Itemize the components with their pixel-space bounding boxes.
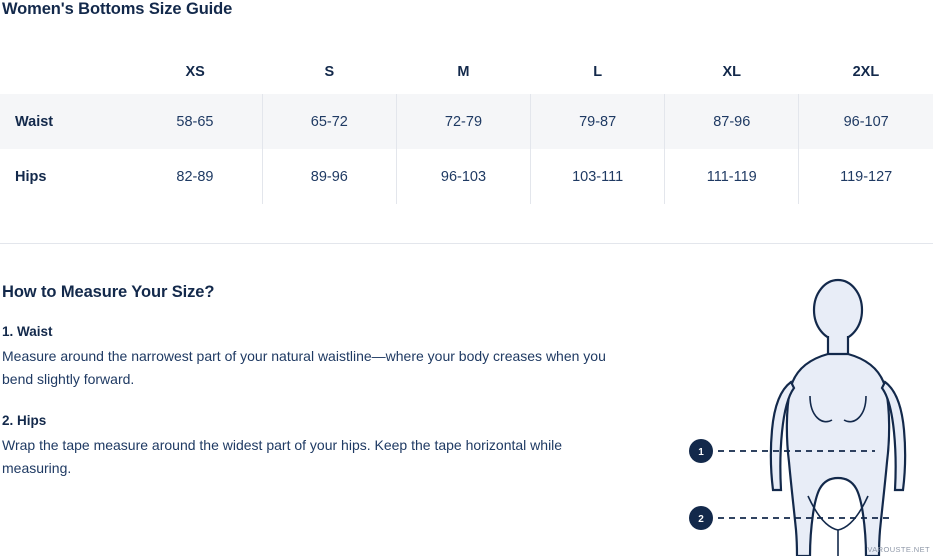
cell-waist-m: 72-79 <box>396 94 530 149</box>
marker-label-2: 2 <box>698 514 704 525</box>
cell-hips-xl: 111-119 <box>665 149 799 204</box>
column-header-rowlabel <box>0 50 128 94</box>
cell-waist-l: 79-87 <box>531 94 665 149</box>
marker-label-1: 1 <box>698 447 704 458</box>
body-measurement-figure <box>660 278 933 556</box>
table-row <box>0 149 933 204</box>
column-header-xs: XS <box>185 64 205 80</box>
column-header-m: M <box>457 64 470 80</box>
cell-hips-m: 96-103 <box>396 149 530 204</box>
cell-hips-2xl: 119-127 <box>840 168 893 185</box>
step-1-body: Measure around the narrowest part of your natural waistline—where your body creases when you bend slightly forward. <box>2 348 606 388</box>
column-header-s: S <box>324 64 335 80</box>
female-body-illustration <box>660 278 933 556</box>
cell-waist-xl: 87-96 <box>665 94 799 149</box>
row-label-hips: Hips <box>0 149 128 204</box>
size-chart-table <box>0 50 933 204</box>
how-to-measure-heading: How to Measure Your Size? <box>2 283 215 301</box>
step-2-heading: 2. Hips <box>2 413 47 429</box>
watermark: VAROUSTE.NET <box>867 545 930 554</box>
table-header <box>0 50 933 94</box>
how-to-measure-section <box>2 283 642 480</box>
figure-hip-line <box>808 496 868 530</box>
cell-waist-xs: 58-65 <box>128 94 262 149</box>
row-label-waist: Waist <box>0 94 128 149</box>
figure-head <box>814 280 862 340</box>
table-row <box>0 94 933 149</box>
page-title: Women's Bottoms Size Guide <box>2 0 233 18</box>
cell-hips-xs: 82-89 <box>128 149 262 204</box>
section-divider <box>0 243 933 244</box>
cell-waist-2xl: 96-107 <box>799 94 933 149</box>
column-header-2xl: 2XL <box>852 64 880 80</box>
cell-hips-l: 103-111 <box>531 149 665 204</box>
table-body <box>0 94 933 204</box>
cell-waist-s: 65-72 <box>262 94 396 149</box>
table-header-row <box>0 50 933 94</box>
column-header-l: L <box>593 64 603 80</box>
figure-torso <box>787 354 889 556</box>
column-header-xl: XL <box>722 64 742 80</box>
step-2-body: Wrap the tape measure around the widest part of your hips. Keep the tape horizontal while measuring. <box>2 437 563 477</box>
step-1-heading: 1. Waist <box>2 324 53 339</box>
cell-hips-s: 89-96 <box>262 149 396 204</box>
